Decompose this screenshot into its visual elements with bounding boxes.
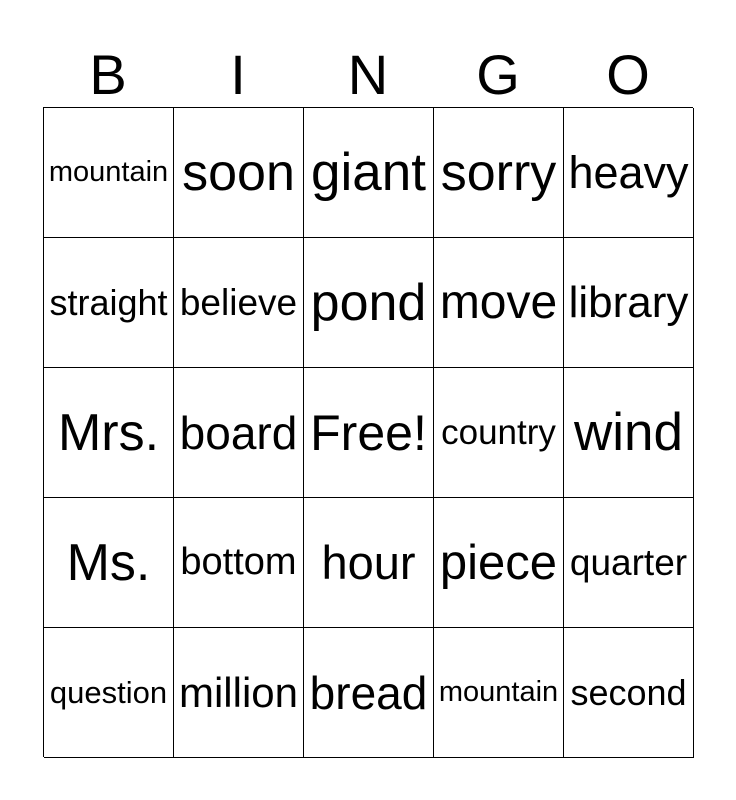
- header-letter-i: I: [230, 43, 246, 106]
- bingo-cell[interactable]: library: [564, 238, 694, 368]
- bingo-cell[interactable]: second: [564, 628, 694, 758]
- bingo-cell[interactable]: quarter: [564, 498, 694, 628]
- bingo-cell[interactable]: pond: [304, 238, 434, 368]
- bingo-cell[interactable]: bottom: [174, 498, 304, 628]
- header-letter-o: O: [606, 43, 650, 106]
- bingo-cell[interactable]: wind: [564, 368, 694, 498]
- bingo-cell[interactable]: heavy: [564, 108, 694, 238]
- header-letter-g: G: [476, 43, 520, 106]
- bingo-cell[interactable]: Mrs.: [44, 368, 174, 498]
- bingo-cell[interactable]: move: [434, 238, 564, 368]
- bingo-cell[interactable]: giant: [304, 108, 434, 238]
- header-letter-n: N: [347, 43, 389, 106]
- bingo-cell[interactable]: mountain: [44, 108, 174, 238]
- bingo-cell[interactable]: bread: [304, 628, 434, 758]
- bingo-cell[interactable]: straight: [44, 238, 174, 368]
- bingo-cell[interactable]: soon: [174, 108, 304, 238]
- bingo-free-cell[interactable]: Free!: [304, 368, 434, 498]
- bingo-cell[interactable]: hour: [304, 498, 434, 628]
- bingo-cell[interactable]: piece: [434, 498, 564, 628]
- bingo-cell[interactable]: sorry: [434, 108, 564, 238]
- bingo-header: [43, 40, 693, 110]
- bingo-grid: [43, 107, 693, 757]
- bingo-cell[interactable]: Ms.: [44, 498, 174, 628]
- bingo-cell[interactable]: million: [174, 628, 304, 758]
- header-letter-b: B: [89, 43, 127, 106]
- bingo-cell[interactable]: question: [44, 628, 174, 758]
- bingo-cell[interactable]: board: [174, 368, 304, 498]
- bingo-cell[interactable]: country: [434, 368, 564, 498]
- bingo-cell[interactable]: mountain: [434, 628, 564, 758]
- bingo-cell[interactable]: believe: [174, 238, 304, 368]
